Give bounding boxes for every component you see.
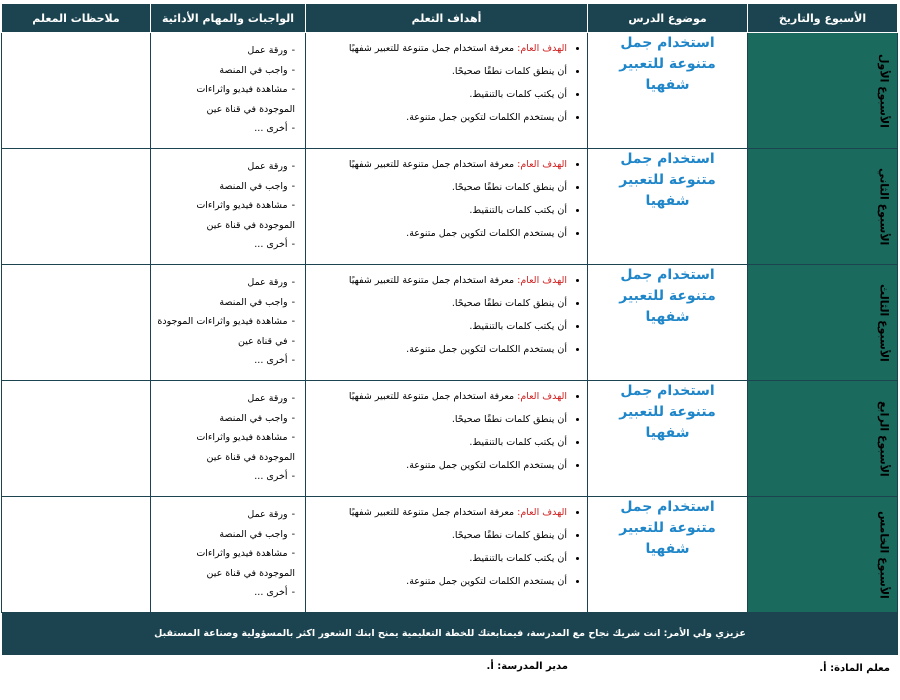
goal-text: أن يكتب كلمات بالتنقيط. <box>469 321 567 332</box>
week-label: الأسبوع الثالث <box>877 283 891 362</box>
task-item <box>155 100 295 120</box>
task-item <box>155 80 295 100</box>
goals-list <box>306 33 587 129</box>
task-item <box>155 505 295 525</box>
task-text: مشاهدة فيديو واثراءات <box>196 200 288 211</box>
tasks-cell <box>151 265 306 381</box>
task-item <box>155 351 295 371</box>
table-row <box>2 381 898 497</box>
task-text: مشاهدة فيديو واثراءات الموجودة <box>157 316 288 327</box>
teacher-notes-cell[interactable] <box>2 149 151 265</box>
table-row <box>2 265 898 381</box>
week-label: الأسبوع الأول <box>877 53 891 128</box>
header-goals: أهداف التعلم <box>306 4 588 33</box>
teacher-notes-cell[interactable] <box>2 265 151 381</box>
tasks-cell <box>151 497 306 613</box>
lesson-topic: استخدام جمل متنوعة للتعبير شفهيا <box>619 499 716 557</box>
task-text: مشاهدة فيديو واثراءات <box>196 432 288 443</box>
task-item <box>155 467 295 487</box>
task-text: مشاهدة فيديو واثراءات <box>196 84 288 95</box>
dash-bullet-icon: - <box>291 296 295 308</box>
weekly-plan-table <box>1 3 898 613</box>
goal-text: أن ينطق كلمات نطقًا صحيحًا. <box>451 530 567 541</box>
tasks-cell <box>151 33 306 149</box>
goal-item <box>312 570 567 593</box>
tasks-list <box>151 33 305 139</box>
lesson-topic: استخدام جمل متنوعة للتعبير شفهيا <box>619 267 716 325</box>
task-item <box>155 41 295 61</box>
task-item <box>155 448 295 468</box>
task-text: واجب في المنصة <box>219 180 288 192</box>
task-item <box>155 564 295 584</box>
task-text: واجب في المنصة <box>219 64 288 76</box>
goal-text: أن يستخدم الكلمات لتكوين جمل متنوعة. <box>406 228 567 239</box>
goal-key-label: الهدف العام: <box>517 43 567 54</box>
dash-bullet-icon: - <box>291 548 295 559</box>
header-tasks: الواجبات والمهام الأدائية <box>151 4 306 33</box>
dash-bullet-icon: - <box>291 277 295 288</box>
lesson-topic: استخدام جمل متنوعة للتعبير شفهيا <box>619 151 716 209</box>
goals-list <box>306 497 587 593</box>
goal-item <box>312 269 567 292</box>
goal-item <box>312 199 567 222</box>
goal-text: أن ينطق كلمات نطقًا صحيحًا. <box>451 414 567 425</box>
goal-text: معرفة استخدام جمل متنوعة للتعبير شفهيًا <box>348 507 515 518</box>
teacher-notes-cell[interactable] <box>2 381 151 497</box>
dash-bullet-icon: - <box>291 355 295 366</box>
task-text: الموجودة في قناة عين <box>206 219 295 231</box>
header-week: الأسبوع والتاريخ <box>748 4 898 33</box>
dash-bullet-icon: - <box>291 471 295 482</box>
tasks-cell <box>151 381 306 497</box>
tasks-cell <box>151 149 306 265</box>
dash-bullet-icon: - <box>291 335 295 347</box>
goal-item <box>312 222 567 245</box>
week-label: الأسبوع الخامس <box>877 510 891 599</box>
topic-cell <box>588 33 748 149</box>
tasks-list <box>151 265 305 371</box>
goal-text: أن يكتب كلمات بالتنقيط. <box>469 205 567 216</box>
task-text: ورقة عمل <box>247 509 288 520</box>
goal-item <box>312 83 567 106</box>
dash-bullet-icon: - <box>291 239 295 250</box>
dash-bullet-icon: - <box>291 200 295 211</box>
table-row <box>2 497 898 613</box>
task-item <box>155 196 295 216</box>
goal-item <box>312 547 567 570</box>
topic-cell <box>588 265 748 381</box>
dash-bullet-icon: - <box>291 393 295 404</box>
dash-bullet-icon: - <box>291 528 295 540</box>
teacher-signature: معلم المادة: أ. <box>819 663 890 674</box>
task-text: مشاهدة فيديو واثراءات <box>196 548 288 559</box>
tasks-list <box>151 149 305 255</box>
topic-cell <box>588 381 748 497</box>
task-item <box>155 119 295 139</box>
goal-text: أن يستخدم الكلمات لتكوين جمل متنوعة. <box>406 576 567 587</box>
task-item <box>155 312 295 332</box>
dash-bullet-icon: - <box>291 123 295 134</box>
goal-text: معرفة استخدام جمل متنوعة للتعبير شفهيًا <box>348 159 515 170</box>
task-item <box>155 61 295 81</box>
goal-text: أن يكتب كلمات بالتنقيط. <box>469 437 567 448</box>
goal-text: أن يستخدم الكلمات لتكوين جمل متنوعة. <box>406 112 567 123</box>
week-date-cell <box>748 149 898 265</box>
parent-note-text: عزيزي ولي الأمر: انت شريك نجاح مع المدرسة، فيمتابعتك للخطة التعليمية يمنح ابنك الشعور اكثر بالمسؤولية وصناعة المستقبل <box>154 628 746 639</box>
goal-item <box>312 524 567 547</box>
goal-key-label: الهدف العام: <box>517 391 567 402</box>
task-item <box>155 525 295 545</box>
table-row <box>2 33 898 149</box>
goals-list <box>306 149 587 245</box>
principal-signature: مدير المدرسة: أ. <box>486 661 568 672</box>
goal-text: معرفة استخدام جمل متنوعة للتعبير شفهيًا <box>348 391 515 402</box>
week-date-cell <box>748 33 898 149</box>
lesson-topic: استخدام جمل متنوعة للتعبير شفهيا <box>619 35 716 93</box>
task-item <box>155 389 295 409</box>
goals-cell <box>306 381 588 497</box>
tasks-list <box>151 381 305 487</box>
goals-cell <box>306 265 588 381</box>
topic-cell <box>588 497 748 613</box>
goal-item <box>312 385 567 408</box>
task-item <box>155 583 295 603</box>
task-text: ورقة عمل <box>247 393 288 404</box>
goals-list <box>306 381 587 477</box>
task-item <box>155 177 295 197</box>
task-text: أخرى ... <box>254 587 288 598</box>
week-date-cell <box>748 497 898 613</box>
goal-key-label: الهدف العام: <box>517 507 567 518</box>
goal-item <box>312 408 567 431</box>
dash-bullet-icon: - <box>291 161 295 172</box>
task-text: ورقة عمل <box>247 161 288 172</box>
goal-text: أن يكتب كلمات بالتنقيط. <box>469 553 567 564</box>
goal-text: أن ينطق كلمات نطقًا صحيحًا. <box>451 66 567 77</box>
task-item <box>155 293 295 313</box>
task-text: واجب في المنصة <box>219 296 288 308</box>
goal-item <box>312 153 567 176</box>
task-text: واجب في المنصة <box>219 412 288 424</box>
goal-text: أن يستخدم الكلمات لتكوين جمل متنوعة. <box>406 344 567 355</box>
task-item <box>155 216 295 236</box>
tasks-list <box>151 497 305 603</box>
goal-key-label: الهدف العام: <box>517 275 567 286</box>
task-item <box>155 273 295 293</box>
goal-text: أن ينطق كلمات نطقًا صحيحًا. <box>451 182 567 193</box>
task-text: الموجودة في قناة عين <box>206 103 295 115</box>
dash-bullet-icon: - <box>291 316 295 327</box>
task-text: أخرى ... <box>254 471 288 482</box>
dash-bullet-icon: - <box>291 84 295 95</box>
dash-bullet-icon: - <box>291 587 295 598</box>
goal-item <box>312 338 567 361</box>
task-text: الموجودة في قناة عين <box>206 567 295 579</box>
dash-bullet-icon: - <box>291 432 295 443</box>
task-text: ورقة عمل <box>247 45 288 56</box>
week-label: الأسبوع الثاني <box>877 167 891 246</box>
table-header-row <box>2 4 898 33</box>
goals-cell <box>306 149 588 265</box>
teacher-notes-cell[interactable] <box>2 497 151 613</box>
goal-key-label: الهدف العام: <box>517 159 567 170</box>
task-item <box>155 235 295 255</box>
week-label: الأسبوع الرابع <box>877 400 891 477</box>
goal-item <box>312 501 567 524</box>
table-row <box>2 149 898 265</box>
goal-item <box>312 60 567 83</box>
goal-text: أن يكتب كلمات بالتنقيط. <box>469 89 567 100</box>
parent-note-banner <box>2 613 898 655</box>
goals-list <box>306 265 587 361</box>
dash-bullet-icon: - <box>291 509 295 520</box>
goal-item <box>312 292 567 315</box>
task-item <box>155 157 295 177</box>
goal-item <box>312 176 567 199</box>
goal-item <box>312 315 567 338</box>
task-text: أخرى ... <box>254 123 288 134</box>
lesson-topic: استخدام جمل متنوعة للتعبير شفهيا <box>619 383 716 441</box>
dash-bullet-icon: - <box>291 412 295 424</box>
task-item <box>155 332 295 352</box>
goal-text: أن يستخدم الكلمات لتكوين جمل متنوعة. <box>406 460 567 471</box>
task-item <box>155 428 295 448</box>
dash-bullet-icon: - <box>291 45 295 56</box>
goal-item <box>312 106 567 129</box>
goal-item <box>312 37 567 60</box>
signature-area <box>2 655 898 683</box>
task-item <box>155 544 295 564</box>
task-text: أخرى ... <box>254 239 288 250</box>
week-date-cell <box>748 265 898 381</box>
week-date-cell <box>748 381 898 497</box>
task-text: واجب في المنصة <box>219 528 288 540</box>
header-notes: ملاحظات المعلم <box>2 4 151 33</box>
goals-cell <box>306 33 588 149</box>
goal-item <box>312 431 567 454</box>
goal-text: معرفة استخدام جمل متنوعة للتعبير شفهيًا <box>348 43 515 54</box>
topic-cell <box>588 149 748 265</box>
teacher-notes-cell[interactable] <box>2 33 151 149</box>
task-text: في قناة عين <box>238 335 288 347</box>
task-text: الموجودة في قناة عين <box>206 451 295 463</box>
dash-bullet-icon: - <box>291 64 295 76</box>
task-text: أخرى ... <box>254 355 288 366</box>
task-text: ورقة عمل <box>247 277 288 288</box>
goal-item <box>312 454 567 477</box>
dash-bullet-icon: - <box>291 180 295 192</box>
task-item <box>155 409 295 429</box>
header-topic: موضوع الدرس <box>588 4 748 33</box>
goal-text: معرفة استخدام جمل متنوعة للتعبير شفهيًا <box>348 275 515 286</box>
weekly-plan-sheet <box>2 3 898 683</box>
goals-cell <box>306 497 588 613</box>
goal-text: أن ينطق كلمات نطقًا صحيحًا. <box>451 298 567 309</box>
